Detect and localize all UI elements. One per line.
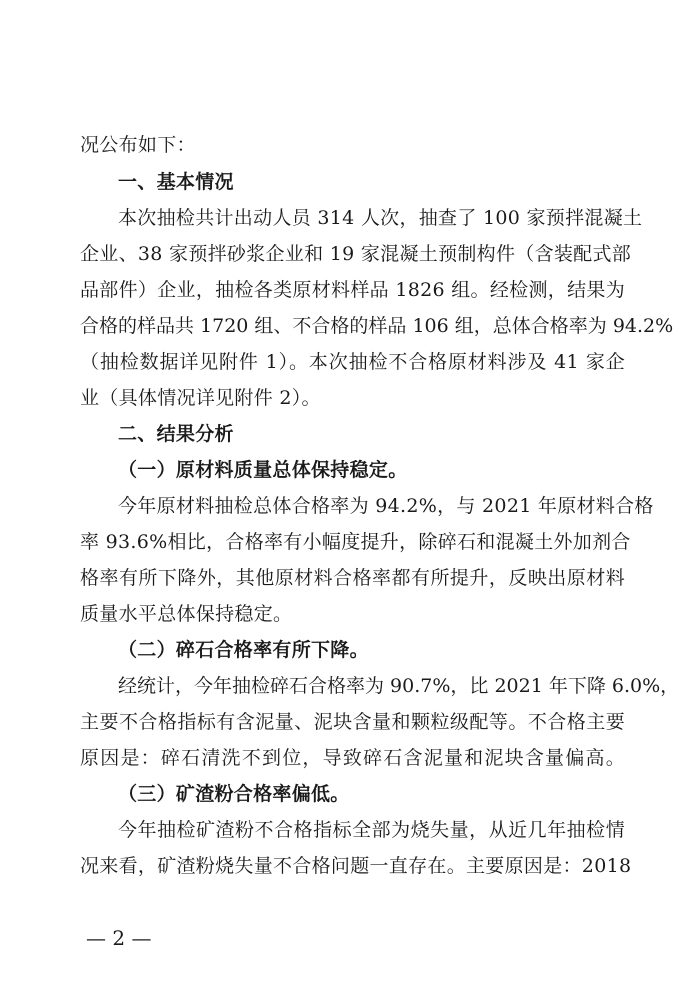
paragraph-line: （抽检数据详见附件 1）。本次抽检不合格原材料涉及 41 家企: [80, 351, 625, 373]
paragraph-line: 今年原材料抽检总体合格率为 94.2%，与 2021 年原材料合格: [118, 495, 654, 517]
subsection-heading-2: （二）碎石合格率有所下降。: [118, 639, 369, 661]
subsection-heading-3: （三）矿渣粉合格率偏低。: [118, 783, 350, 805]
paragraph-line: 率 93.6%相比，合格率有小幅度提升，除碎石和混凝土外加剂合: [80, 531, 631, 553]
section-heading-basic: 一、基本情况: [118, 171, 234, 193]
paragraph-line: 况公布如下：: [80, 134, 196, 156]
paragraph-line: 经统计，今年抽检碎石合格率为 90.7%，比 2021 年下降 6.0%，: [118, 675, 680, 697]
page-number: — 2 —: [86, 926, 152, 950]
paragraph-line: 质量水平总体保持稳定。: [80, 603, 293, 625]
paragraph-line: 主要不合格指标有含泥量、泥块含量和颗粒级配等。不合格主要: [80, 711, 625, 733]
paragraph-line: 格率有所下降外，其他原材料合格率都有所提升，反映出原材料: [80, 567, 625, 589]
subsection-heading-1: （一）原材料质量总体保持稳定。: [118, 459, 408, 481]
paragraph-line: 合格的样品共 1720 组、不合格的样品 106 组，总体合格率为 94.2%: [80, 315, 674, 337]
paragraph-line: 业（具体情况详见附件 2）。: [80, 387, 321, 409]
paragraph-line: 况来看，矿渣粉烧失量不合格问题一直存在。主要原因是：2018: [80, 855, 632, 877]
paragraph-line: 原因是：碎石清洗不到位，导致碎石含泥量和泥块含量偏高。: [80, 747, 625, 769]
paragraph-line: 企业、38 家预拌砂浆企业和 19 家混凝土预制构件（含装配式部: [80, 243, 632, 265]
paragraph-line: 本次抽检共计出动人员 314 人次，抽查了 100 家预拌混凝土: [118, 207, 643, 229]
paragraph-line: 今年抽检矿渣粉不合格指标全部为烧失量，从近几年抽检情: [118, 819, 625, 841]
paragraph-line: 品部件）企业，抽检各类原材料样品 1826 组。经检测，结果为: [80, 279, 625, 301]
section-heading-analysis: 二、结果分析: [118, 423, 234, 445]
